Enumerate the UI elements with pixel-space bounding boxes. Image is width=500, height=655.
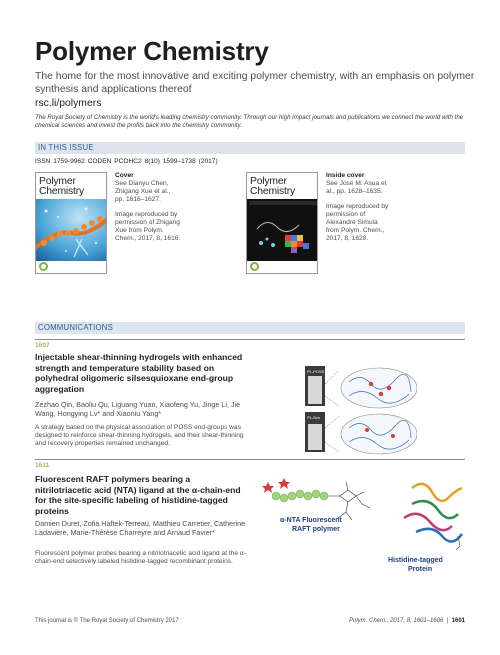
inside-cover-label: Inside cover xyxy=(326,172,365,179)
article-authors: Damien Duret, Zofia Haftek-Terreau, Matthieu Carretier, Catherine Ladavière, Marie-Thérèse Charreyre and Arnaud Favier* xyxy=(35,519,246,537)
journal-title: Polymer Chemistry xyxy=(35,36,269,66)
footer-citation-text: Polym. Chem., 2017, 8, 1601–1606 xyxy=(349,618,444,624)
article-abstract: Fluorescent polymer probes bearing a nitrilotriacetic acid ligand at the α-chain-end selectively labeled histidine-tagged recombinant proteins. xyxy=(35,550,246,565)
figure-label-pl-poss: PL-POSS xyxy=(307,369,325,374)
inside-cover-journal-title: Polymer Chemistry xyxy=(250,176,295,197)
article-abstract: A strategy based on the physical association of POSS end-groups was designed to reinforce shear-thinning hydrogels, and their shear-thinning and recovery properties remained unchanged. xyxy=(35,424,244,447)
figure-label-pl-bzn: PL-Bzn xyxy=(307,415,321,420)
figure-label-ntafluorescent: α-NTA Fluorescent xyxy=(280,517,342,524)
inside-cover-credit: Image reproduced by permission of Alexandre Simula from Polym. Chem., 2017, 8, 1628. xyxy=(326,203,389,242)
article-divider xyxy=(35,339,465,340)
figure-label-protein: Protein xyxy=(408,566,433,573)
journal-url[interactable]: rsc.li/polymers xyxy=(35,98,102,109)
footer-page-number: 1601 xyxy=(451,618,465,624)
cover-see-ref[interactable]: See Dianyu Chen, Zhigang Xue et al., pp. 1616–1627. xyxy=(115,180,171,203)
figure-label-raft-polymer: RAFT polymer xyxy=(292,526,340,533)
article-page-number[interactable]: 1607 xyxy=(35,342,50,349)
inside-rsc-logo-icon xyxy=(250,262,259,271)
cover-journal-title: Polymer Chemistry xyxy=(39,176,84,197)
article-divider xyxy=(35,459,465,460)
article-graphical-abstract xyxy=(262,474,468,578)
inside-cover-image[interactable] xyxy=(246,172,318,274)
rsc-logo-icon xyxy=(39,262,48,271)
article-graphical-abstract xyxy=(305,366,417,456)
journal-tagline: The home for the most innovative and exciting polymer chemistry, with an emphasis on polymer synthesis and applications thereof xyxy=(35,71,475,95)
figure-label-histidine-tagged: Histidine-tagged xyxy=(388,557,443,564)
communications-heading: COMMUNICATIONS xyxy=(35,322,465,334)
inside-cover-see-ref[interactable]: See José M. Asua et al., pp. 1628–1635. xyxy=(326,180,387,195)
footer-copyright: This journal is © The Royal Society of Chemistry 2017 xyxy=(35,618,179,624)
issn-line: ISSN 1759-9962 CODEN PCOHC2 8(10) 1599–1738 (2017) xyxy=(35,158,218,165)
article-authors: Zezhao Qin, Baoliu Qu, Liguang Yuan, Xiaofeng Yu, Jinge Li, Jie Wang, Hongying Lv* and Xiaoniu Yang* xyxy=(35,400,241,418)
cover-credit: Image reproduced by permission of Zhigang Xue from Polym. Chem., 2017, 8, 1616. xyxy=(115,211,181,242)
article-page-number[interactable]: 1611 xyxy=(35,462,50,469)
article-title[interactable]: Injectable shear-thinning hydrogels with enhanced strength and temperature stability based on polyhedral oligomeric silsesquioxane end-group aggregation xyxy=(35,352,243,394)
cover-label: Cover xyxy=(115,172,134,179)
rsc-blurb: The Royal Society of Chemistry is the world's leading chemistry community. Through our high impact journals and publications we connect the world with the chemical sciences and invest the profits back into the chemistry community. xyxy=(35,114,464,129)
in-this-issue-heading: IN THIS ISSUE xyxy=(35,142,465,154)
inside-cover-artwork xyxy=(247,199,318,261)
cover-artwork xyxy=(36,199,107,261)
article-title[interactable]: Fluorescent RAFT polymers bearing a nitrilotriacetic acid (NTA) ligand at the α-chain-end for the site-specific labeling of histidine-tagged proteins xyxy=(35,474,241,516)
inside-cover-caption xyxy=(326,172,392,243)
outside-cover-image[interactable] xyxy=(35,172,107,274)
outside-cover-caption xyxy=(115,172,181,243)
footer-citation: Polym. Chem., 2017, 8, 1601–1606 | 1601 xyxy=(349,618,465,624)
